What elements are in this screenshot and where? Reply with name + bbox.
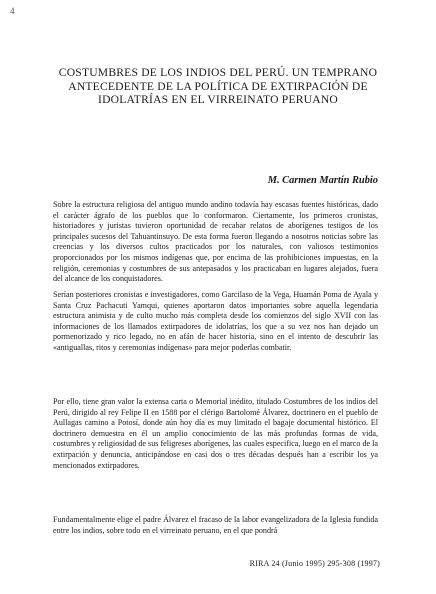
paragraph-2: Serían posteriores cronistas e investigadores, como Garcilaso de la Vega, Huamán Poma de Ayala y Santa Cruz Pachacuti Yamqui, quienes aportaron datos importantes sobre aquella legendaria estructura animista y de culto mucho más completa desde los comienzos del siglo XVII con las informaciones de los llamados extirpadores de idolatrías, los que a su vez nos han dejado un pormenorizado y rico legado, no en afán de hacer historia, sino en el intento de descubrir las «antiguallas, ritos y ceremonias indígenas» para mejor poderlas combatir. <box>53 290 378 352</box>
paragraph-3: Por ello, tiene gran valor la extensa carta o Memorial inédito, titulado Costumbres de los indios del Perú, dirigido al rey Felipe II en 1588 por el clérigo Bartolomé Álvarez, doctrinero en el pueblo de Aullagas camino a Potosí, donde aún hoy día es muy limitado el bagaje documental histórico. El doctrinero demuestra en él un amplio conocimiento de las más profundas formas de vida, costumbres y religiosidad de sus feligreses aborígenes, las cuales especifica, luego en el marco de la extirpación y denuncia, anticipándose en casi dos o tres décadas después han a escribir los ya mencionados extirpadores. <box>53 397 378 470</box>
corner-mark: 4 <box>10 6 15 16</box>
author-name: M. Carmen Martín Rubio <box>267 175 378 186</box>
article-title: COSTUMBRES DE LOS INDIOS DEL PERÚ. UN TEMPRANO ANTECEDENTE DE LA POLÍTICA DE EXTIRPACIÓN DE IDOLATRÍAS EN EL VIRREINATO PERUANO <box>58 66 378 107</box>
paragraph-4: Fundamentalmente elige el padre Álvarez el fracaso de la labor evangelizadora de la Iglesia fundida entre los indios, sobre todo en el virreinato peruano, en el que pondrá <box>53 515 378 535</box>
paragraph-1: Sobre la estructura religiosa del antiguo mundo andino todavía hay escasas fuentes históricas, dado el carácter ágrafo de los pueblos que lo conformaron. Ciertamente, los primeros cronistas, historiadores y juristas tuvieron oportunidad de recabar relatos de aborígenes testigos de los principales sucesos del Tahuantinsuyo. De esta forma fueron llegando a nosotros noticias sobre las creencias y los diversos cultos practicados por los naturales, con valiosos testimonios proporcionados por los mismos indígenas que, por encima de las prohibiciones impuestas, en la religión, ceremonias y costumbres de sus antepasados y los practicaban en lugares alejados, fuera del alcance de los conquistadores. <box>53 200 378 284</box>
page-footer: RIRA 24 (Junio 1995) 295-308 (1997) <box>249 559 380 568</box>
